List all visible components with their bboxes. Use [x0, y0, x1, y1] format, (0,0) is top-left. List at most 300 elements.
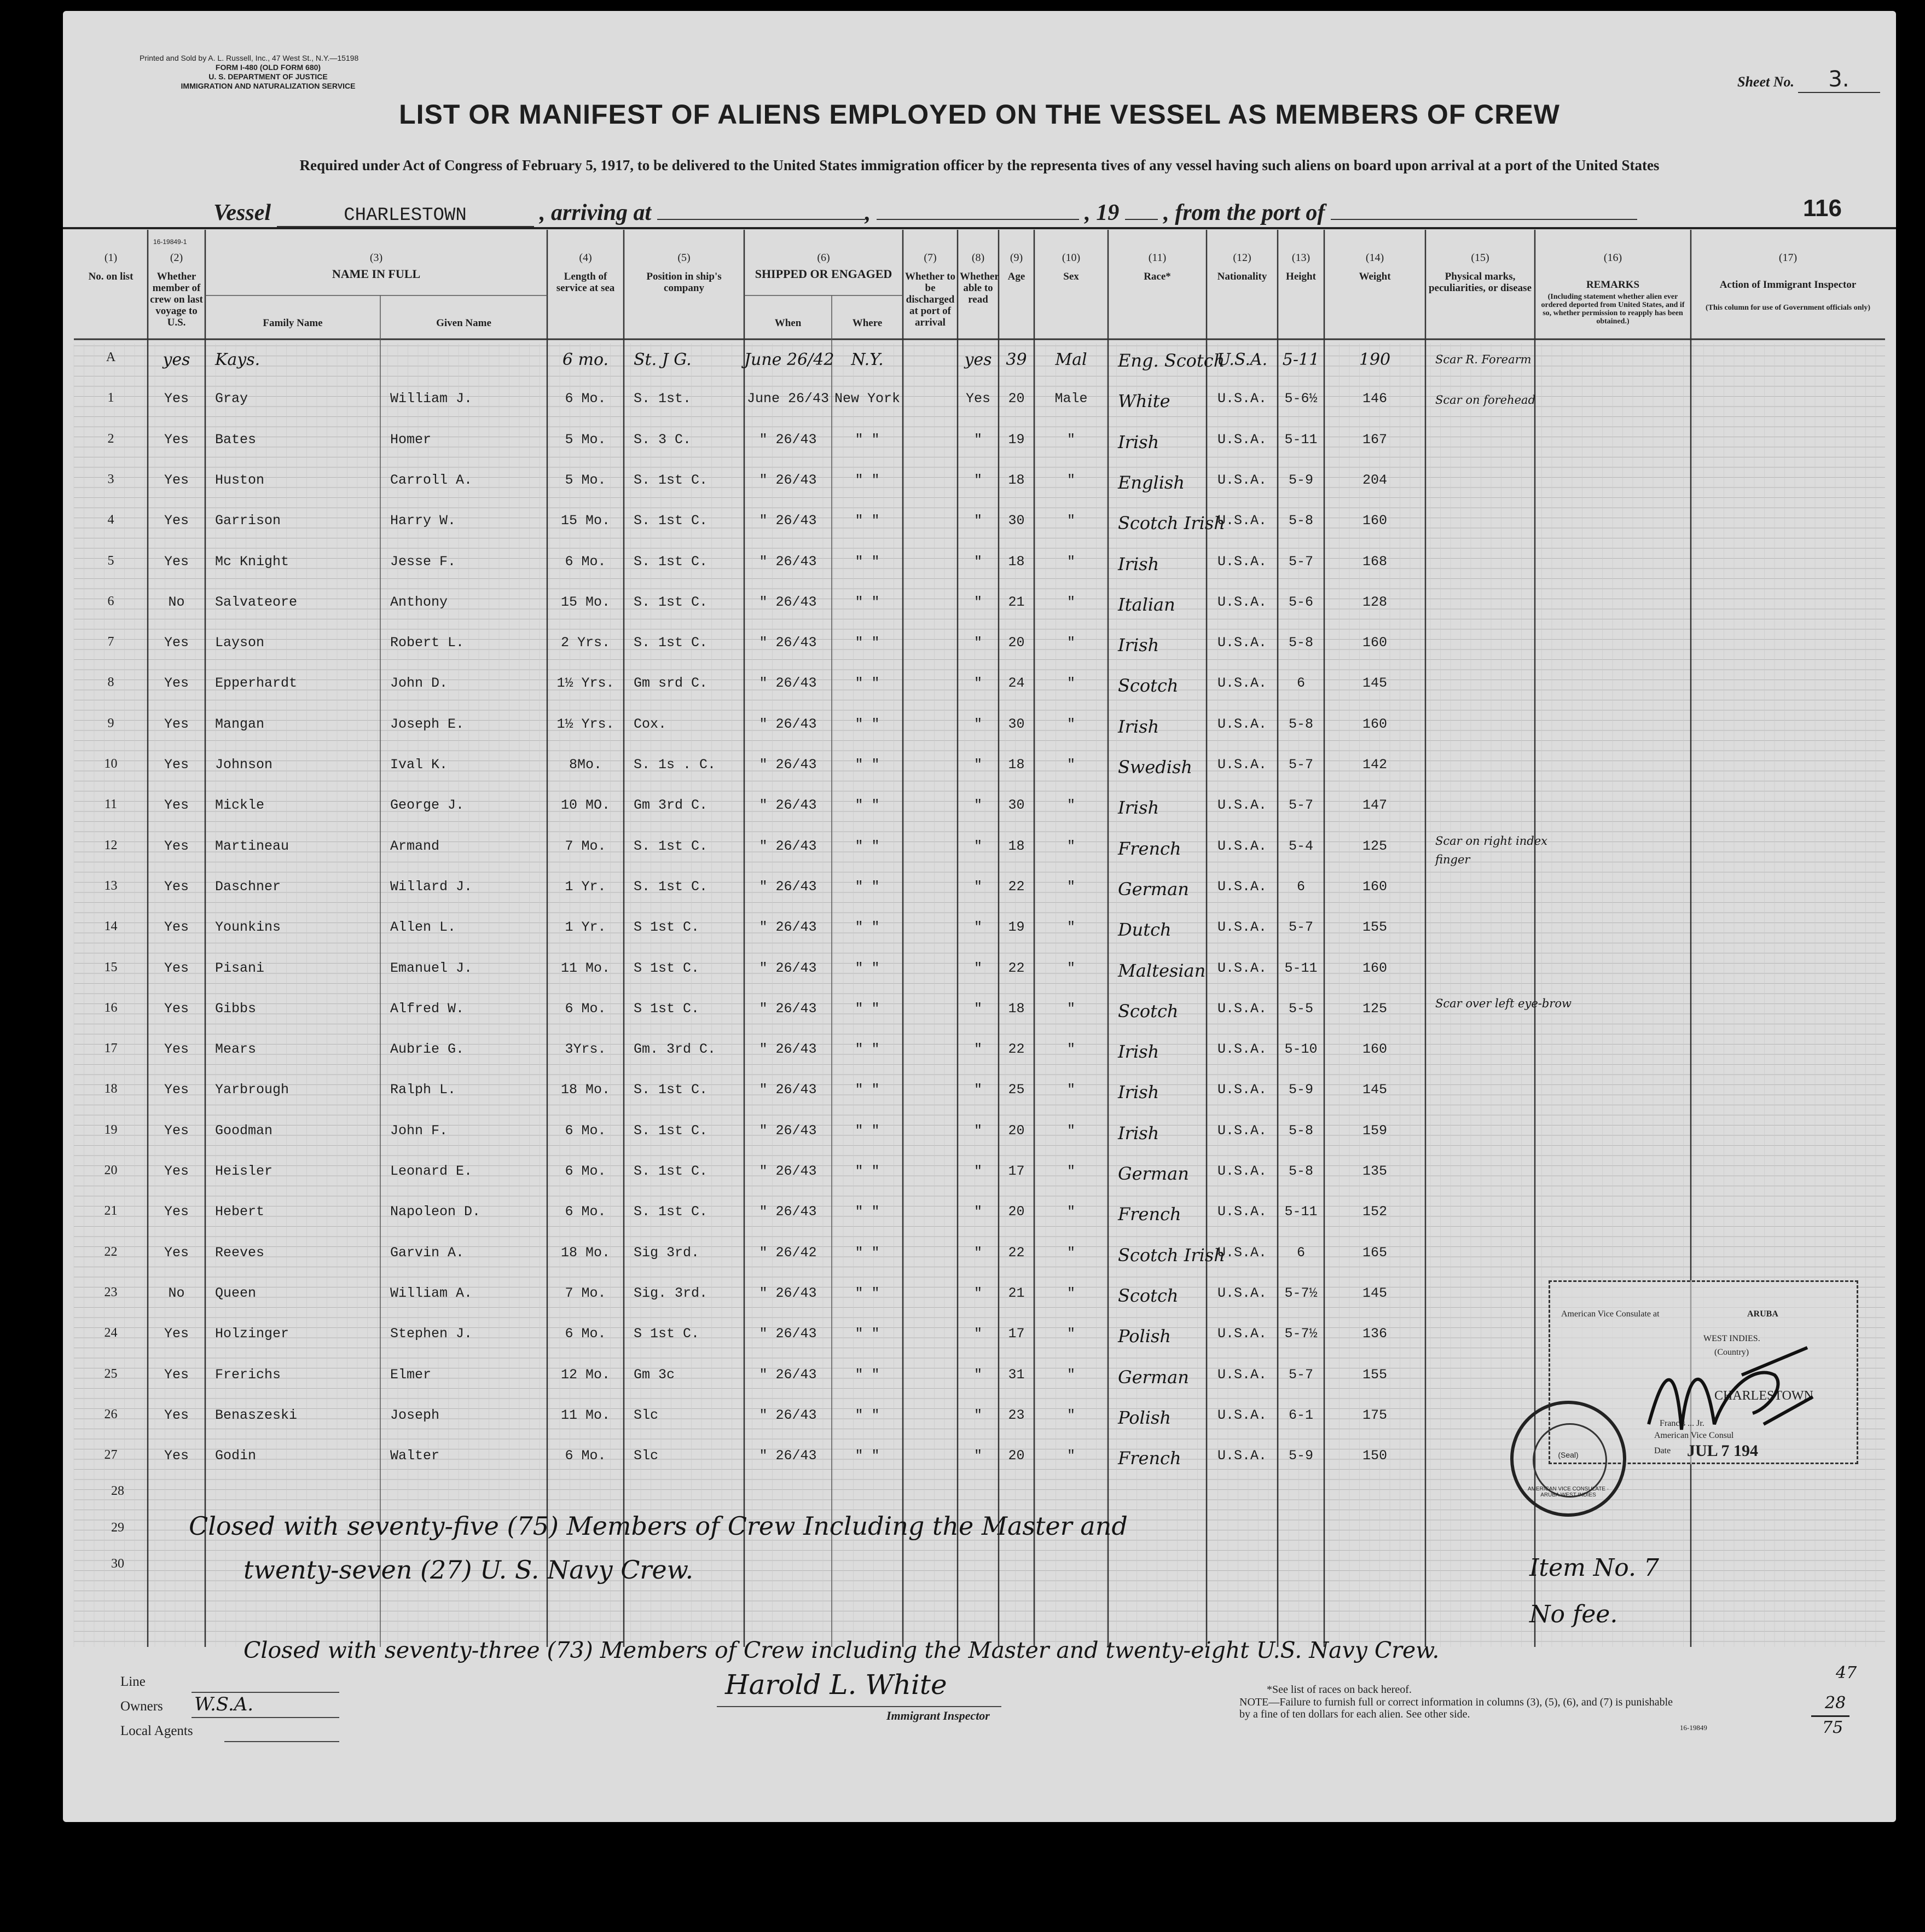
cell-age: 20 [1008, 635, 1025, 651]
cell-where: " " [855, 1326, 880, 1342]
cell-sex: " [1066, 838, 1075, 854]
cell-weight: 160 [1362, 716, 1387, 732]
col-number-c11: (11) [1148, 252, 1167, 264]
cell-position: St. J G. [634, 350, 692, 369]
row-number: 28 [111, 1484, 124, 1499]
cell-weight: 136 [1362, 1326, 1387, 1342]
closing-note-2: twenty-seven (27) U. S. Navy Crew. [243, 1555, 694, 1585]
cell-family: Mc Knight [215, 553, 289, 570]
cell-when: " 26/43 [759, 1204, 817, 1220]
cell-service: 1 Yr. [565, 919, 606, 936]
cell-age: 19 [1008, 919, 1025, 936]
cell-race: Polish [1118, 1407, 1171, 1428]
cell-nat: U.S.A. [1217, 431, 1267, 448]
col-header-given: Given Name [436, 317, 491, 329]
cell-race: Irish [1118, 716, 1159, 737]
cell-family: Benaszeski [215, 1407, 298, 1423]
cell-position: S. 1st C. [634, 878, 708, 895]
cell-age: 31 [1008, 1366, 1025, 1383]
cell-weight: 167 [1362, 431, 1387, 448]
cell-member: Yes [164, 716, 189, 732]
col-header-c2: Whether member of crew on last voyage to U.S. [150, 271, 203, 328]
stamp-consulate: American Vice Consulate at [1561, 1309, 1660, 1319]
cell-no: 14 [104, 919, 118, 934]
cell-age: 21 [1008, 594, 1025, 610]
cell-member: Yes [164, 1122, 189, 1139]
cell-when: " 26/43 [759, 553, 817, 570]
cell-family: Gibbs [215, 1000, 257, 1017]
cell-where: " " [855, 675, 880, 692]
cell-weight: 146 [1362, 391, 1387, 407]
cell-marks: Scar on forehead [1435, 393, 1536, 407]
cell-race: Scotch [1118, 675, 1179, 697]
col-number-c4: (4) [579, 252, 592, 264]
cell-weight: 155 [1362, 1366, 1387, 1383]
cell-sex: " [1066, 1285, 1075, 1301]
stamp-consul: Francis ... Jr. [1660, 1419, 1704, 1428]
cell-height: 5-10 [1284, 1041, 1318, 1058]
cell-no: 24 [104, 1326, 118, 1341]
fee-note: No fee. [1529, 1600, 1618, 1628]
cell-weight: 145 [1362, 1285, 1387, 1301]
cell-nat: U.S.A. [1217, 553, 1267, 570]
cell-age: 25 [1008, 1082, 1025, 1098]
cell-given: Elmer [390, 1366, 432, 1383]
col-subheader-c17: (This column for use of Government officials only) [1705, 304, 1871, 312]
cell-weight: 204 [1362, 472, 1387, 488]
cell-age: 22 [1008, 960, 1025, 976]
cell-age: 18 [1008, 838, 1025, 854]
cell-where: " " [855, 635, 880, 651]
cell-race: Italian [1118, 594, 1175, 615]
cell-when: " 26/43 [759, 1326, 817, 1342]
cell-weight: 160 [1362, 960, 1387, 976]
cell-nat: U.S.A. [1217, 1082, 1267, 1098]
col-number-c3: (3) [369, 252, 383, 264]
cell-given: Ralph L. [390, 1082, 456, 1098]
cell-where: " " [855, 960, 880, 976]
cell-race: Swedish [1118, 757, 1192, 778]
cell-service: 15 Mo. [560, 513, 610, 529]
cell-when: " 26/43 [759, 1000, 817, 1017]
cell-no: 15 [104, 960, 118, 974]
col-number-c7: (7) [924, 252, 937, 264]
cell-sex: " [1066, 1041, 1075, 1058]
cell-service: 11 Mo. [560, 960, 610, 976]
cell-member: Yes [164, 1326, 189, 1342]
cell-height: 5-7 [1288, 1366, 1313, 1383]
cell-service: 6 Mo. [565, 1204, 606, 1220]
cell-age: 30 [1008, 716, 1025, 732]
cell-race: German [1118, 878, 1189, 900]
cell-when: " 26/43 [759, 472, 817, 488]
cell-given: Garvin A. [390, 1244, 465, 1261]
col-number-c12: (12) [1233, 252, 1251, 264]
cell-where: " " [855, 1082, 880, 1098]
cell-position: S 1st C. [634, 919, 700, 936]
cell-family: Mickle [215, 797, 265, 814]
cell-where: " " [855, 1122, 880, 1139]
cell-height: 5-7½ [1284, 1285, 1318, 1301]
cell-position: S. 1st C. [634, 472, 708, 488]
stamp-region: WEST INDIES. [1703, 1334, 1760, 1343]
cell-given: Ival K. [390, 757, 448, 773]
cell-member: No [168, 1285, 185, 1301]
cell-given: Carroll A. [390, 472, 473, 488]
cell-family: Johnson [215, 757, 273, 773]
cell-given: Aubrie G. [390, 1041, 465, 1058]
cell-service: 6 Mo. [565, 553, 606, 570]
cell-given: Jesse F. [390, 553, 456, 570]
cell-member: Yes [164, 431, 189, 448]
cell-service: 18 Mo. [560, 1082, 610, 1098]
cell-member: Yes [164, 1204, 189, 1220]
cell-read: " [973, 960, 982, 976]
col-header-c9: Age [1007, 271, 1025, 282]
cell-given: Stephen J. [390, 1326, 473, 1342]
cell-member: Yes [164, 838, 189, 854]
cell-nat: U.S.A. [1217, 391, 1267, 407]
cell-where: " " [855, 1041, 880, 1058]
cell-race: French [1118, 1204, 1181, 1225]
footer-form-code: 16-19849 [1680, 1724, 1707, 1732]
cell-service: 12 Mo. [560, 1366, 610, 1383]
cell-family: Garrison [215, 513, 281, 529]
cell-where: New York [834, 391, 901, 407]
cell-service: 6 Mo. [565, 1326, 606, 1342]
cell-family: Mangan [215, 716, 265, 732]
cell-read: " [973, 1204, 982, 1220]
cell-race: French [1118, 838, 1181, 859]
cell-when: " 26/43 [759, 1122, 817, 1139]
cell-no: 27 [104, 1448, 118, 1463]
cell-nat: U.S.A. [1217, 635, 1267, 651]
cell-when: " 26/43 [759, 878, 817, 895]
cell-position: Sig 3rd. [634, 1244, 700, 1261]
document-subtitle: Required under Act of Congress of February 5, 1917, to be delivered to the United States immigration officer by the representa tives of any vessel having such aliens on board upon arrival at a port of the United States [299, 157, 1660, 173]
cell-when: " 26/43 [759, 919, 817, 936]
inspector-signature: Harold L. White [725, 1669, 947, 1701]
form-code: 16-19849-1 [153, 238, 187, 246]
cell-given: William J. [390, 391, 473, 407]
cell-given: Robert L. [390, 635, 465, 651]
cell-age: 18 [1008, 472, 1025, 488]
cell-read: " [973, 1000, 982, 1017]
cell-when: " 26/43 [759, 675, 817, 692]
cell-read: " [973, 878, 982, 895]
cell-read: " [973, 838, 982, 854]
cell-race: Scotch [1118, 1000, 1179, 1022]
cell-race: Irish [1118, 1041, 1159, 1063]
cell-member: Yes [164, 960, 189, 976]
cell-where: " " [855, 757, 880, 773]
cell-read: " [973, 1122, 982, 1139]
cell-nat: U.S.A. [1217, 1163, 1267, 1179]
cell-when: " 26/43 [759, 838, 817, 854]
cell-family: Queen [215, 1285, 257, 1301]
stamp-country: (Country) [1714, 1348, 1749, 1357]
cell-weight: 125 [1362, 1000, 1387, 1017]
cell-sex: " [1066, 513, 1075, 529]
cell-read: " [973, 513, 982, 529]
cell-height: 5-7½ [1284, 1326, 1318, 1342]
cell-family: Gray [215, 391, 248, 407]
cell-race: Irish [1118, 1082, 1159, 1103]
cell-age: 22 [1008, 1041, 1025, 1058]
col-header-where: Where [852, 317, 883, 329]
cell-family: Frerichs [215, 1366, 281, 1383]
cell-sex: " [1066, 878, 1075, 895]
cell-position: Gm 3rd C. [634, 797, 708, 814]
sheet-label: Sheet No. [1737, 74, 1794, 90]
seal-text: AMERICAN VICE CONSULATE · ARUBA WEST INDIES [1527, 1486, 1609, 1498]
cell-service: 5 Mo. [565, 472, 606, 488]
col-number-c17: (17) [1778, 252, 1798, 264]
cell-where: " " [855, 553, 880, 570]
cell-race: Irish [1118, 553, 1159, 575]
cell-age: 30 [1008, 797, 1025, 814]
closing-note-3: Closed with seventy-three (73) Members of Crew including the Master and twenty-eight U.S. Navy Crew. [243, 1637, 1440, 1663]
tally-total: 75 [1822, 1718, 1843, 1737]
col-header-c8: Whether able to read [960, 271, 999, 305]
col-header-c15: Physical marks, peculiarities, or disease [1428, 271, 1532, 294]
arriving-label: , arriving at [540, 200, 652, 225]
cell-height: 6-1 [1288, 1407, 1313, 1423]
cell-nat: U.S.A. [1217, 1041, 1267, 1058]
cell-when: " 26/43 [759, 960, 817, 976]
cell-given: Harry W. [390, 513, 456, 529]
cell-family: Huston [215, 472, 265, 488]
col-number-c14: (14) [1365, 252, 1384, 264]
cell-position: S. 1st C. [634, 1122, 708, 1139]
row-number: 30 [111, 1557, 124, 1571]
col-header-c1: No. on list [88, 271, 134, 282]
cell-race: Polish [1118, 1326, 1171, 1347]
cell-race: French [1118, 1448, 1181, 1469]
cell-weight: 147 [1362, 797, 1387, 814]
cell-sex: Male [1054, 391, 1088, 407]
cell-nat: U.S.A. [1217, 1285, 1267, 1301]
consul-signature [1643, 1342, 1818, 1446]
cell-when: June 26/43 [746, 391, 830, 407]
stamp-consul-title: American Vice Consul [1654, 1431, 1734, 1440]
col-header-c12: Nationality [1217, 271, 1267, 282]
cell-service: 6 mo. [562, 350, 609, 369]
item-number: Item No. 7 [1529, 1554, 1659, 1582]
cell-service: 7 Mo. [565, 838, 606, 854]
cell-nat: U.S.A. [1217, 513, 1267, 529]
cell-no: 20 [104, 1163, 118, 1177]
cell-height: 5-8 [1288, 1122, 1313, 1139]
cell-where: " " [855, 1163, 880, 1179]
cell-given: Allen L. [390, 919, 456, 936]
cell-where: N.Y. [851, 350, 884, 369]
cell-height: 6 [1296, 878, 1305, 895]
cell-family: Younkins [215, 919, 281, 936]
cell-service: 10 MO. [560, 797, 610, 814]
cell-where: " " [855, 472, 880, 488]
cell-member: Yes [164, 919, 189, 936]
cell-member: Yes [164, 1244, 189, 1261]
document-title: LIST OR MANIFEST OF ALIENS EMPLOYED ON THE VESSEL AS MEMBERS OF CREW [399, 99, 1560, 130]
cell-member: Yes [164, 878, 189, 895]
department: U. S. DEPARTMENT OF JUSTICE [208, 72, 328, 81]
cell-nat: U.S.A. [1217, 716, 1267, 732]
cell-race: Scotch Irish [1118, 1244, 1225, 1266]
cell-race: White [1118, 391, 1170, 412]
cell-when: " 26/43 [759, 797, 817, 814]
cell-weight: 175 [1362, 1407, 1387, 1423]
cell-given: Willard J. [390, 878, 473, 895]
cell-height: 5-11 [1284, 960, 1318, 976]
cell-weight: 125 [1362, 838, 1387, 854]
cell-weight: 168 [1362, 553, 1387, 570]
cell-where: " " [855, 431, 880, 448]
cell-sex: " [1066, 1082, 1075, 1098]
cell-when: " 26/43 [759, 716, 817, 732]
cell-age: 20 [1008, 391, 1025, 407]
cell-member: Yes [164, 1407, 189, 1423]
manifest-number: 116 [1803, 195, 1842, 222]
tally-top: 47 [1836, 1663, 1857, 1682]
cell-position: Gm. 3rd C. [634, 1041, 716, 1058]
cell-nat: U.S.A. [1217, 797, 1267, 814]
cell-where: " " [855, 1407, 880, 1423]
cell-family: Pisani [215, 960, 265, 976]
cell-service: 8Mo. [569, 757, 602, 773]
races-note: *See list of races on back hereof. [1267, 1684, 1412, 1696]
cell-read: " [973, 1163, 982, 1179]
cell-read: " [973, 1326, 982, 1342]
col-header-c4: Length of service at sea [556, 271, 615, 294]
cell-given: Leonard E. [390, 1163, 473, 1179]
cell-position: Gm 3c [634, 1366, 675, 1383]
col-header-c5: Position in ship's company [646, 271, 722, 294]
cell-height: 5-8 [1288, 513, 1313, 529]
cell-given: George J. [390, 797, 465, 814]
cell-service: 6 Mo. [565, 391, 606, 407]
cell-position: S. 1st C. [634, 1163, 708, 1179]
cell-no: 2 [107, 431, 114, 446]
cell-member: Yes [164, 797, 189, 814]
cell-marks: Scar on right index finger [1435, 834, 1548, 866]
cell-weight: 135 [1362, 1163, 1387, 1179]
cell-given: Alfred W. [390, 1000, 465, 1017]
consulate-seal [1510, 1401, 1626, 1517]
cell-age: 20 [1008, 1448, 1025, 1464]
cell-service: 1½ Yrs. [556, 716, 614, 732]
cell-weight: 160 [1362, 513, 1387, 529]
col-number-c9: (9) [1010, 252, 1023, 264]
cell-where: " " [855, 919, 880, 936]
cell-height: 5-7 [1288, 919, 1313, 936]
col-number-c10: (10) [1062, 252, 1081, 264]
cell-read: " [973, 1041, 982, 1058]
cell-age: 19 [1008, 431, 1025, 448]
cell-member: Yes [164, 472, 189, 488]
cell-no: 10 [104, 757, 118, 771]
cell-read: " [973, 594, 982, 610]
cell-member: Yes [164, 757, 189, 773]
cell-given: William A. [390, 1285, 473, 1301]
cell-position: S. 1st C. [634, 838, 708, 854]
cell-family: Heisler [215, 1163, 273, 1179]
cell-family: Godin [215, 1448, 257, 1464]
cell-member: Yes [164, 675, 189, 692]
cell-no: 21 [104, 1204, 118, 1219]
cell-weight: 152 [1362, 1204, 1387, 1220]
stamp-place: ARUBA [1747, 1309, 1778, 1319]
cell-family: Mears [215, 1041, 257, 1058]
cell-sex: " [1066, 919, 1075, 936]
cell-no: A [106, 350, 116, 364]
cell-weight: 190 [1359, 350, 1391, 369]
col-subheader-c16: (Including statement whether alien ever ordered deported from United States, and if so, whether permission to reapply has been obtained.) [1541, 293, 1685, 326]
cell-read: " [973, 675, 982, 692]
cell-service: 1½ Yrs. [556, 675, 614, 692]
cell-read: " [973, 797, 982, 814]
cell-no: 1 [107, 391, 114, 405]
cell-no: 17 [104, 1041, 118, 1056]
cell-age: 30 [1008, 513, 1025, 529]
cell-member: Yes [164, 553, 189, 570]
col-number-c8: (8) [971, 252, 985, 264]
cell-given: Emanuel J. [390, 960, 473, 976]
cell-weight: 165 [1362, 1244, 1387, 1261]
cell-nat: U.S.A. [1217, 757, 1267, 773]
cell-read: " [973, 757, 982, 773]
cell-family: Goodman [215, 1122, 273, 1139]
cell-family: Hebert [215, 1204, 265, 1220]
cell-age: 39 [1006, 350, 1027, 369]
cell-age: 20 [1008, 1204, 1025, 1220]
col-number-c1: (1) [104, 252, 118, 264]
cell-when: " 26/43 [759, 757, 817, 773]
cell-sex: " [1066, 797, 1075, 814]
cell-age: 22 [1008, 1244, 1025, 1261]
cell-position: S. 1s . C. [634, 757, 716, 773]
cell-where: " " [855, 878, 880, 895]
cell-nat: U.S.A. [1217, 1448, 1267, 1464]
cell-no: 5 [107, 553, 114, 568]
cell-family: Reeves [215, 1244, 265, 1261]
cell-read: " [973, 1082, 982, 1098]
cell-no: 22 [104, 1244, 118, 1259]
cell-no: 18 [104, 1082, 118, 1096]
cell-service: 7 Mo. [565, 1285, 606, 1301]
cell-member: Yes [164, 1448, 189, 1464]
vessel-name: CHARLESTOWN [277, 205, 534, 227]
cell-position: S. 1st C. [634, 635, 708, 651]
cell-age: 20 [1008, 1122, 1025, 1139]
cell-position: S. 3 C. [634, 431, 692, 448]
cell-height: 5-7 [1288, 757, 1313, 773]
cell-race: German [1118, 1366, 1189, 1388]
cell-height: 5-5 [1288, 1000, 1313, 1017]
cell-when: " 26/42 [759, 1244, 817, 1261]
cell-nat: U.S.A. [1217, 472, 1267, 488]
cell-when: June 26/42 [744, 350, 834, 369]
cell-height: 5-7 [1288, 553, 1313, 570]
cell-position: S 1st C. [634, 960, 700, 976]
cell-weight: 160 [1362, 635, 1387, 651]
cell-position: Slc [634, 1407, 659, 1423]
row-number: 29 [111, 1520, 124, 1535]
tally-mid: 28 [1825, 1693, 1846, 1713]
cell-read: " [973, 635, 982, 651]
cell-position: S. 1st C. [634, 553, 708, 570]
cell-age: 18 [1008, 1000, 1025, 1017]
